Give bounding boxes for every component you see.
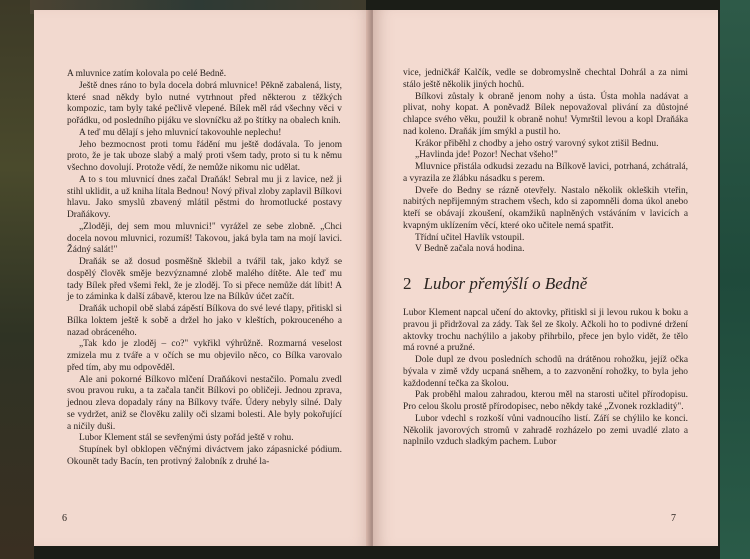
paragraph: Lubor Klement stál se sevřenými ústy pořád ještě v rohu. bbox=[79, 433, 294, 444]
paragraph: Jeho bezmocnost proti tomu řádění mu ještě dodávala. To jenom proto, že je tak uboze slabý a malý proti všem tady, proto si tu k němu všechno dovolují. Protože vědí, že nemůže nikomu nic udělat. bbox=[67, 139, 342, 173]
paragraph: Třídní učitel Havlík vstoupil. bbox=[415, 232, 525, 243]
book-cover-edge-left bbox=[0, 0, 34, 559]
paragraph: Ještě dnes ráno to byla docela dobrá mluvnice! Pěkně zabalená, listy, které snad někdy bylo nutné vytrhnout před některou z těžkých kompozic, tam byly také pečlivě vlepené. Bílek měl rád všechny věci v pořádku, od posledního pijáku ve slovníčku až po štítky na obalech knih. bbox=[67, 80, 342, 126]
page-number: 7 bbox=[671, 513, 676, 524]
chapter-heading bbox=[403, 274, 688, 294]
book-cover-edge-right bbox=[720, 0, 750, 559]
right-page bbox=[373, 10, 718, 546]
paragraph: „Havlinda jde! Pozor! Nechat všeho!" bbox=[415, 150, 558, 161]
left-page-text bbox=[67, 69, 342, 469]
paragraph: „Zloději, dej sem mou mluvnici!" vyrážel ze sebe zlobně. „Chci docela novou mluvnici, rozumíš! Takovou, jaká byla tam na mojí lavici. Žádný salát!" bbox=[67, 221, 342, 256]
paragraph: Lubor Klement napcal učení do aktovky, přitiskl si ji levou rukou k boku a pravou ji přidržoval za zády. Tak šel ze školy. Ačkoli ho to podivné držení aktovky trochu nachýlilo a jakoby přihrbilo, přece jen bylo vidět, že tělo má rovné a pružné. bbox=[403, 308, 688, 354]
paragraph: „Tak kdo je zloděj – co?" vykřikl výhrůžně. Rozmarná veselost zmizela mu z tváře a v očích se mu objevilo něco, co Bílka varovalo před tím, aby mu odpověděl. bbox=[67, 339, 342, 373]
chapter-title: Lubor přemýšlí o Bedně bbox=[423, 274, 588, 293]
paragraph: Bílkovi zůstaly k obraně jenom nohy a ústa. Ústa mohla nadávat a plivat, nohy kopat. A poněvadž Bílek nepovažoval plivání za důstojné chlapce svého věku, použil k obraně nohu! Vymrštil levou a kopl Draňáka nad koleno. Draňák jím smýkl a pustil ho. bbox=[403, 91, 688, 137]
paragraph: Dveře do Bedny se rázně otevřely. Nastalo několik okleških vteřin, nabitých nepřijemným strachem všech, kdo si zapomněli doma úkol anebo kteří se obávají zkoušení, okamžiků naplněných vstáváním v lavicích a kvapným uklízením věcí, které oko učitele nemá spatřit. bbox=[403, 185, 688, 231]
paragraph: Krákor přiběhl z chodby a jeho ostrý varovný sykot ztišil Bednu. bbox=[415, 138, 659, 149]
paragraph: Draňák se až dosud posměšně šklebil a tvářil tak, jako když se dospělý člověk směje bezvýznamné zlobě malého dítěte. Ale teď mu tady Bílek před všemi řekl, že je zloděj. To si přece nemůže dát líbit! A je to záminka k další zábavě, kterou lze na Bílkův účet začít. bbox=[67, 257, 342, 303]
paragraph: A teď mu dělají s jeho mluvnicí takovouhle neplechu! bbox=[79, 127, 282, 138]
paragraph: vice, jedničkář Kalčík, vedle se dobromyslně chechtal Dohrál a za nimi stálo ještě několik jiných hochů. bbox=[403, 68, 688, 90]
paragraph: Pak proběhl malou zahradou, kterou měl na starosti učitel přírodopisu. Pro celou školu prostě přírodopisec, nebo někdy také „Zvonek rozkladitý". bbox=[403, 390, 688, 412]
paragraph: Draňák uchopil obě slabá zápěstí Bílkova do své levé tlapy, přitiskl si Bílka loktem ještě k sobě a držel ho jako v kleštích, pokrouceného a nazad obráceného. bbox=[67, 304, 342, 338]
left-page bbox=[34, 10, 372, 546]
paragraph: A mluvnice zatím kolovala po celé Bedně. bbox=[67, 69, 227, 79]
paragraph: Stupínek byl obklopen věčnými diváctvem jako zápasnické pódium. Okounět tady Bacín, ten protivný žalobník z druhé la- bbox=[67, 445, 342, 467]
paragraph: V Bedně začala nová hodina. bbox=[415, 244, 525, 255]
right-page-text bbox=[403, 68, 688, 449]
paragraph: A to s tou mluvnicí dnes začal Draňák! Sebral mu ji z lavice, než ji stihl uklidit, a už kniha lítala Bednou! Nový přival zloby zaplavil Bílkovi hlavu. Jako smyslů zbavený mlátil pěstmi do hromotlucké postavy Draňákovy. bbox=[67, 174, 342, 220]
chapter-number: 2 bbox=[403, 274, 412, 293]
paragraph: Ale ani pokorné Bílkovo mlčení Draňákovi nestačilo. Pomalu zvedl svou pravou ruku, a ta začala tančit Bílkovi po obličeji. Jednou zprava, jednou zleva dopadaly rány na Bílkovy tváře. Údery nebyly silné. Daly se vydržet, aniž se člověku zalily oči slzami bolesti. Ale byly pokořující a ničily duši. bbox=[67, 374, 342, 432]
paragraph: Dole dupl ze dvou posledních schodů na drátěnou rohožku, jejíž očka bývala v zimě vždy ucpaná sněhem, a to zazvonění rohožky, to byla jeho každodenní tečka za školou. bbox=[403, 355, 688, 389]
paragraph: Lubor vdechl s rozkoší vůni vadnoucího listí. Září se chýlilo ke konci. Několik javorových stromů v zahradě rozházelo po zemi uvadlé zlato a naplnilo vzduch sladkým pachem. Lubor bbox=[403, 413, 688, 448]
page-number: 6 bbox=[62, 513, 67, 524]
paragraph: Mluvnice přistála odkudsi zezadu na Bílkově lavici, potrhaná, zchátralá, a vyrazila ze žlábku násadku s perem. bbox=[403, 162, 688, 184]
